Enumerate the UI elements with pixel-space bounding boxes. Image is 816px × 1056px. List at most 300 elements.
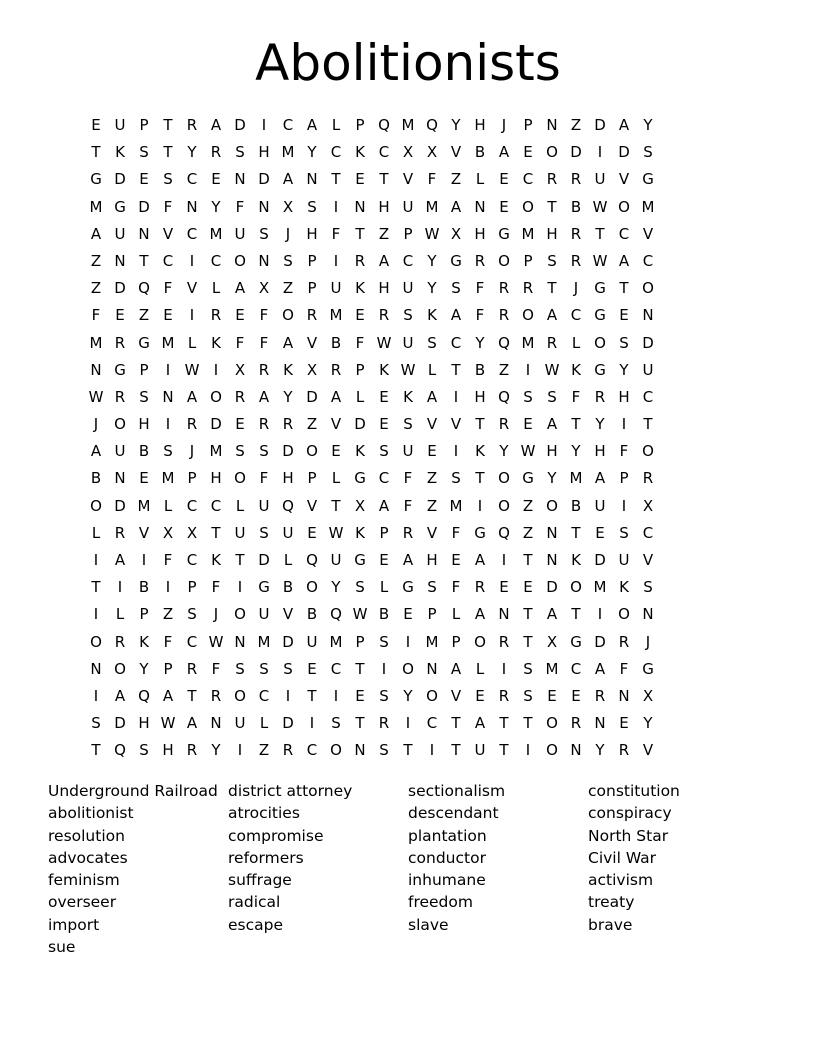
grid-letter: L bbox=[211, 279, 221, 298]
grid-letter: T bbox=[499, 741, 509, 760]
grid-letter: U bbox=[258, 496, 270, 515]
grid-letter: V bbox=[138, 523, 150, 542]
grid-letter: F bbox=[163, 279, 173, 298]
grid-letter: A bbox=[378, 251, 390, 270]
grid-letter: R bbox=[522, 279, 534, 298]
grid-letter: A bbox=[474, 551, 486, 569]
grid-letter: L bbox=[331, 116, 341, 134]
grid-letter: T bbox=[331, 496, 341, 515]
grid-letter: V bbox=[330, 415, 342, 434]
word-item: suffrage bbox=[228, 871, 292, 890]
grid-letter: V bbox=[426, 415, 438, 434]
grid-letter: R bbox=[258, 415, 270, 434]
grid-letter: E bbox=[307, 523, 317, 542]
grid-letter: E bbox=[307, 659, 317, 678]
grid-letter: U bbox=[594, 170, 606, 189]
grid-letter: S bbox=[379, 442, 389, 461]
grid-row bbox=[84, 683, 732, 710]
grid-letter: M bbox=[137, 496, 151, 515]
grid-letter: Q bbox=[306, 551, 318, 569]
grid-letter: T bbox=[619, 279, 629, 298]
grid-letter: R bbox=[210, 143, 222, 162]
grid-letter: X bbox=[642, 496, 654, 515]
grid-letter: P bbox=[163, 659, 173, 678]
grid-letter: H bbox=[474, 387, 486, 406]
grid-row bbox=[84, 629, 732, 656]
grid-letter: R bbox=[474, 578, 486, 597]
grid-letter: S bbox=[379, 741, 389, 760]
grid-letter: P bbox=[379, 523, 389, 542]
grid-row bbox=[84, 411, 732, 438]
grid-letter: A bbox=[114, 686, 126, 705]
grid-letter: R bbox=[594, 686, 606, 705]
grid-letter: N bbox=[258, 251, 270, 270]
grid-letter: O bbox=[402, 659, 414, 678]
grid-letter: D bbox=[594, 116, 606, 134]
grid-letter: T bbox=[595, 224, 605, 243]
grid-letter: G bbox=[450, 251, 462, 270]
grid-letter: N bbox=[354, 741, 366, 760]
grid-row bbox=[84, 302, 732, 329]
grid-letter: E bbox=[619, 306, 629, 325]
grid-letter: K bbox=[115, 143, 125, 162]
grid-letter: B bbox=[90, 469, 102, 488]
grid-letter: T bbox=[163, 143, 173, 162]
grid-letter: I bbox=[525, 360, 531, 379]
grid-letter: G bbox=[498, 224, 510, 243]
grid-letter: A bbox=[498, 143, 510, 162]
grid-letter: F bbox=[451, 523, 461, 542]
grid-letter: O bbox=[234, 251, 246, 270]
word-item: constitution bbox=[588, 782, 680, 800]
grid-letter: T bbox=[571, 523, 581, 542]
grid-letter: O bbox=[546, 714, 558, 733]
grid-letter: Q bbox=[426, 116, 438, 134]
grid-letter: F bbox=[163, 197, 173, 216]
grid-letter: L bbox=[91, 523, 101, 542]
grid-row bbox=[84, 166, 732, 193]
grid-letter: P bbox=[187, 578, 197, 597]
grid-letter: D bbox=[282, 632, 294, 651]
grid-letter: F bbox=[619, 442, 629, 461]
word-item: import bbox=[48, 915, 100, 934]
grid-letter: Z bbox=[378, 224, 390, 243]
grid-letter: O bbox=[330, 741, 342, 760]
grid-row bbox=[84, 601, 732, 628]
grid-letter: S bbox=[643, 578, 653, 597]
grid-letter: W bbox=[160, 714, 176, 733]
grid-letter: D bbox=[546, 578, 558, 597]
grid-letter: M bbox=[401, 116, 415, 134]
grid-letter: J bbox=[573, 279, 579, 298]
grid-letter: N bbox=[138, 224, 150, 243]
grid-row bbox=[84, 520, 732, 547]
grid-letter: A bbox=[282, 333, 294, 352]
grid-letter: Z bbox=[522, 523, 534, 542]
grid-letter: A bbox=[450, 197, 462, 216]
grid-letter: V bbox=[642, 741, 654, 760]
grid-letter: G bbox=[594, 279, 606, 298]
grid-letter: H bbox=[258, 143, 270, 162]
grid-letter: K bbox=[355, 523, 365, 542]
grid-letter: T bbox=[547, 279, 557, 298]
grid-letter: H bbox=[138, 714, 150, 733]
grid-letter: O bbox=[90, 632, 102, 651]
grid-letter: D bbox=[282, 442, 294, 461]
grid-letter: I bbox=[597, 605, 603, 624]
grid-letter: N bbox=[498, 605, 510, 624]
grid-letter: S bbox=[643, 143, 653, 162]
grid-letter: C bbox=[186, 632, 198, 651]
grid-letter: P bbox=[523, 251, 533, 270]
grid-letter: U bbox=[594, 496, 606, 515]
grid-letter: T bbox=[355, 714, 365, 733]
grid-letter: A bbox=[330, 387, 342, 406]
grid-letter: L bbox=[355, 387, 365, 406]
grid-letter: J bbox=[285, 224, 291, 243]
grid-letter: G bbox=[90, 170, 102, 189]
word-item: Civil War bbox=[588, 848, 657, 867]
word-item: advocates bbox=[48, 848, 128, 867]
grid-letter: Y bbox=[307, 143, 317, 162]
grid-letter: V bbox=[162, 224, 174, 243]
grid-row bbox=[84, 438, 732, 465]
grid-letter: P bbox=[139, 360, 149, 379]
word-item: descendant bbox=[408, 804, 499, 823]
grid-letter: R bbox=[234, 387, 246, 406]
grid-letter: F bbox=[163, 632, 173, 651]
grid-letter: V bbox=[426, 523, 438, 542]
word-item: abolitionist bbox=[48, 804, 134, 823]
grid-letter: D bbox=[258, 170, 270, 189]
grid-letter: V bbox=[618, 170, 630, 189]
grid-letter: J bbox=[645, 632, 651, 651]
grid-letter: R bbox=[114, 523, 126, 542]
grid-letter: K bbox=[139, 632, 149, 651]
grid-letter: T bbox=[163, 116, 173, 134]
grid-letter: I bbox=[501, 659, 507, 678]
grid-letter: R bbox=[186, 741, 198, 760]
grid-letter: K bbox=[211, 333, 221, 352]
grid-letter: O bbox=[522, 306, 534, 325]
grid-letter: P bbox=[523, 116, 533, 134]
grid-letter: I bbox=[93, 686, 99, 705]
grid-letter: F bbox=[235, 333, 245, 352]
grid-letter: O bbox=[546, 741, 558, 760]
page-title: Abolitionists bbox=[255, 34, 561, 92]
word-item: conspiracy bbox=[588, 804, 672, 823]
grid-letter: S bbox=[523, 659, 533, 678]
grid-letter: I bbox=[621, 415, 627, 434]
grid-letter: W bbox=[208, 632, 224, 651]
grid-letter: M bbox=[281, 143, 295, 162]
grid-letter: O bbox=[618, 197, 630, 216]
grid-letter: E bbox=[379, 415, 389, 434]
grid-letter: O bbox=[522, 197, 534, 216]
grid-letter: H bbox=[138, 415, 150, 434]
grid-letter: D bbox=[114, 279, 126, 298]
grid-letter: T bbox=[475, 415, 485, 434]
grid-letter: N bbox=[234, 170, 246, 189]
grid-letter: N bbox=[90, 659, 102, 678]
grid-letter: G bbox=[354, 469, 366, 488]
grid-row bbox=[84, 656, 732, 683]
grid-letter: I bbox=[189, 251, 195, 270]
grid-letter: H bbox=[594, 442, 606, 461]
grid-letter: I bbox=[165, 578, 171, 597]
grid-letter: D bbox=[618, 143, 630, 162]
grid-letter: E bbox=[499, 170, 509, 189]
grid-letter: S bbox=[139, 387, 149, 406]
grid-letter: C bbox=[642, 251, 654, 270]
grid-letter: T bbox=[571, 415, 581, 434]
grid-letter: Z bbox=[138, 306, 150, 325]
grid-letter: T bbox=[355, 659, 365, 678]
grid-letter: M bbox=[449, 496, 463, 515]
grid-letter: N bbox=[210, 714, 222, 733]
grid-letter: X bbox=[402, 143, 414, 162]
grid-letter: U bbox=[474, 741, 486, 760]
grid-letter: P bbox=[619, 469, 629, 488]
grid-letter: R bbox=[642, 469, 654, 488]
grid-letter: T bbox=[523, 551, 533, 569]
grid-letter: U bbox=[402, 197, 414, 216]
grid-letter: G bbox=[258, 578, 270, 597]
word-column bbox=[228, 780, 408, 958]
grid-letter: E bbox=[355, 686, 365, 705]
grid-letter: T bbox=[211, 523, 221, 542]
grid-letter: B bbox=[330, 333, 342, 352]
grid-letter: C bbox=[306, 741, 318, 760]
word-item: radical bbox=[228, 893, 281, 912]
grid-letter: A bbox=[594, 659, 606, 678]
grid-letter: R bbox=[354, 251, 366, 270]
grid-letter: S bbox=[163, 442, 173, 461]
grid-letter: N bbox=[162, 387, 174, 406]
grid-letter: W bbox=[592, 197, 608, 216]
grid-letter: A bbox=[114, 551, 126, 569]
grid-letter: A bbox=[186, 714, 198, 733]
grid-letter: F bbox=[331, 224, 341, 243]
grid-letter: R bbox=[570, 224, 582, 243]
grid-letter: R bbox=[546, 170, 558, 189]
grid-row bbox=[84, 574, 732, 601]
grid-letter: B bbox=[306, 605, 318, 624]
grid-letter: E bbox=[451, 551, 461, 569]
grid-letter: T bbox=[235, 551, 245, 569]
grid-letter: Y bbox=[619, 360, 629, 379]
grid-letter: D bbox=[594, 551, 606, 569]
grid-letter: I bbox=[237, 578, 243, 597]
grid-letter: V bbox=[450, 415, 462, 434]
grid-letter: S bbox=[259, 442, 269, 461]
grid-letter: N bbox=[570, 741, 582, 760]
grid-letter: D bbox=[114, 170, 126, 189]
grid-letter: C bbox=[618, 224, 630, 243]
grid-letter: K bbox=[619, 578, 629, 597]
grid-letter: T bbox=[451, 714, 461, 733]
grid-letter: L bbox=[475, 659, 485, 678]
grid-letter: F bbox=[91, 306, 101, 325]
grid-letter: C bbox=[330, 143, 342, 162]
grid-letter: S bbox=[403, 415, 413, 434]
grid-row bbox=[84, 384, 732, 411]
grid-letter: M bbox=[569, 469, 583, 488]
grid-letter: I bbox=[141, 551, 147, 569]
grid-letter: S bbox=[235, 442, 245, 461]
word-column bbox=[48, 780, 228, 958]
grid-letter: S bbox=[523, 686, 533, 705]
grid-letter: L bbox=[235, 496, 245, 515]
grid-letter: Q bbox=[138, 279, 150, 298]
grid-letter: S bbox=[523, 387, 533, 406]
grid-letter: D bbox=[138, 197, 150, 216]
grid-letter: U bbox=[330, 279, 342, 298]
grid-letter: T bbox=[91, 741, 101, 760]
grid-letter: L bbox=[475, 170, 485, 189]
grid-row bbox=[84, 357, 732, 384]
grid-letter: L bbox=[187, 333, 197, 352]
grid-letter: A bbox=[426, 387, 438, 406]
grid-letter: K bbox=[355, 279, 365, 298]
grid-letter: W bbox=[544, 360, 560, 379]
grid-letter: E bbox=[235, 306, 245, 325]
grid-letter: A bbox=[258, 387, 270, 406]
grid-letter: N bbox=[546, 551, 558, 569]
grid-letter: F bbox=[259, 333, 269, 352]
grid-letter: P bbox=[307, 279, 317, 298]
grid-letter: O bbox=[618, 605, 630, 624]
grid-letter: U bbox=[618, 551, 630, 569]
grid-letter: A bbox=[450, 306, 462, 325]
grid-letter: I bbox=[381, 659, 387, 678]
grid-letter: J bbox=[501, 116, 507, 134]
grid-letter: N bbox=[546, 523, 558, 542]
grid-letter: H bbox=[546, 442, 558, 461]
word-item: district attorney bbox=[228, 782, 353, 800]
grid-letter: I bbox=[165, 360, 171, 379]
grid-letter: S bbox=[235, 659, 245, 678]
grid-letter: P bbox=[307, 469, 317, 488]
grid-letter: N bbox=[474, 197, 486, 216]
grid-letter: T bbox=[91, 143, 101, 162]
grid-letter: R bbox=[498, 415, 510, 434]
grid-letter: E bbox=[499, 578, 509, 597]
grid-letter: P bbox=[451, 632, 461, 651]
grid-letter: W bbox=[88, 387, 104, 406]
grid-letter: T bbox=[451, 741, 461, 760]
word-item: conductor bbox=[408, 848, 486, 867]
grid-letter: P bbox=[139, 116, 149, 134]
grid-letter: R bbox=[282, 741, 294, 760]
grid-letter: N bbox=[114, 469, 126, 488]
grid-letter: I bbox=[309, 714, 315, 733]
grid-letter: C bbox=[186, 170, 198, 189]
grid-letter: Z bbox=[426, 469, 438, 488]
grid-letter: N bbox=[642, 605, 654, 624]
grid-letter: V bbox=[450, 143, 462, 162]
grid-letter: A bbox=[162, 686, 174, 705]
grid-letter: Y bbox=[427, 251, 437, 270]
grid-letter: C bbox=[642, 523, 654, 542]
grid-letter: E bbox=[139, 469, 149, 488]
grid-letter: I bbox=[525, 741, 531, 760]
grid-letter: T bbox=[139, 251, 149, 270]
grid-letter: H bbox=[282, 469, 294, 488]
grid-letter: S bbox=[235, 143, 245, 162]
grid-letter: G bbox=[642, 170, 654, 189]
grid-letter: I bbox=[261, 116, 267, 134]
grid-letter: F bbox=[475, 306, 485, 325]
letter-grid bbox=[84, 112, 732, 765]
grid-letter: F bbox=[259, 469, 269, 488]
grid-letter: W bbox=[184, 360, 200, 379]
grid-letter: N bbox=[186, 197, 198, 216]
grid-letter: C bbox=[570, 659, 582, 678]
grid-letter: O bbox=[498, 469, 510, 488]
grid-letter: Q bbox=[378, 116, 390, 134]
grid-letter: H bbox=[618, 387, 630, 406]
grid-letter: O bbox=[594, 333, 606, 352]
grid-letter: Y bbox=[283, 387, 293, 406]
grid-letter: I bbox=[333, 251, 339, 270]
grid-letter: R bbox=[378, 714, 390, 733]
grid-letter: Z bbox=[570, 116, 582, 134]
grid-letter: H bbox=[306, 224, 318, 243]
grid-letter: C bbox=[642, 387, 654, 406]
word-item: inhumane bbox=[408, 871, 486, 890]
grid-letter: E bbox=[571, 686, 581, 705]
grid-letter: R bbox=[570, 714, 582, 733]
grid-letter: E bbox=[475, 686, 485, 705]
grid-letter: S bbox=[91, 714, 101, 733]
word-item: activism bbox=[588, 871, 654, 890]
grid-letter: K bbox=[355, 442, 365, 461]
grid-letter: P bbox=[307, 251, 317, 270]
grid-letter: E bbox=[331, 442, 341, 461]
grid-letter: V bbox=[282, 605, 294, 624]
grid-letter: F bbox=[475, 279, 485, 298]
grid-letter: I bbox=[405, 632, 411, 651]
grid-letter: Z bbox=[258, 741, 270, 760]
grid-letter: E bbox=[379, 387, 389, 406]
grid-letter: S bbox=[259, 523, 269, 542]
grid-letter: W bbox=[424, 224, 440, 243]
grid-letter: E bbox=[115, 306, 125, 325]
grid-letter: L bbox=[451, 605, 461, 624]
grid-letter: A bbox=[474, 714, 486, 733]
grid-letter: P bbox=[427, 605, 437, 624]
grid-letter: Q bbox=[498, 523, 510, 542]
grid-letter: T bbox=[355, 224, 365, 243]
grid-letter: R bbox=[570, 251, 582, 270]
grid-letter: Z bbox=[450, 170, 462, 189]
grid-letter: U bbox=[234, 224, 246, 243]
grid-row bbox=[84, 465, 732, 492]
grid-letter: T bbox=[91, 578, 101, 597]
grid-letter: J bbox=[189, 442, 195, 461]
grid-letter: F bbox=[355, 333, 365, 352]
grid-letter: S bbox=[547, 251, 557, 270]
grid-letter: M bbox=[209, 224, 223, 243]
grid-letter: T bbox=[499, 714, 509, 733]
grid-letter: U bbox=[642, 360, 654, 379]
grid-letter: D bbox=[642, 333, 654, 352]
grid-letter: G bbox=[474, 523, 486, 542]
grid-letter: L bbox=[427, 360, 437, 379]
grid-letter: W bbox=[400, 360, 416, 379]
grid-letter: U bbox=[282, 523, 294, 542]
